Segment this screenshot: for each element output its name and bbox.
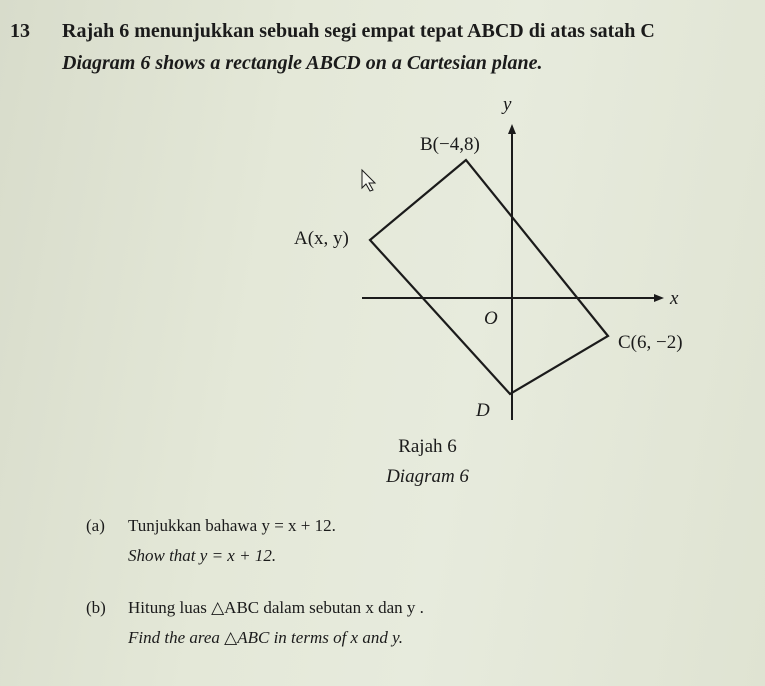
y-axis-arrow: [508, 124, 516, 134]
cartesian-diagram: [290, 90, 710, 430]
diagram-caption-english: Diagram 6: [386, 466, 469, 487]
part-a-malay: Tunjukkan bahawa y = x + 12.: [128, 516, 336, 535]
x-axis-arrow: [654, 294, 664, 302]
part-b-malay: Hitung luas △ABC dalam sebutan x dan y .: [128, 598, 424, 617]
question-statement-malay: Rajah 6 menunjukkan sebuah segi empat tepat ABCD di atas satah C: [62, 20, 655, 42]
point-c-label: C(6, −2): [618, 332, 683, 353]
point-b-label: B(−4,8): [420, 134, 480, 155]
part-a-english: Show that y = x + 12.: [128, 546, 277, 565]
point-a-label: A(x, y): [294, 228, 349, 249]
part-b-tag: (b): [86, 598, 106, 617]
x-axis-label: x: [670, 288, 679, 309]
cursor-arrow-icon: [362, 170, 375, 191]
part-a-tag: (a): [86, 516, 105, 535]
origin-label: O: [484, 308, 498, 329]
y-axis-label: y: [503, 94, 512, 115]
part-b-english: Find the area △ABC in terms of x and y.: [128, 628, 403, 647]
rectangle-abcd: [370, 160, 608, 394]
diagram-caption-malay: Rajah 6: [398, 436, 457, 457]
question-statement-english: Diagram 6 shows a rectangle ABCD on a Cartesian plane.: [62, 52, 543, 74]
question-number: 13: [10, 20, 30, 42]
point-d-label: D: [476, 400, 490, 421]
